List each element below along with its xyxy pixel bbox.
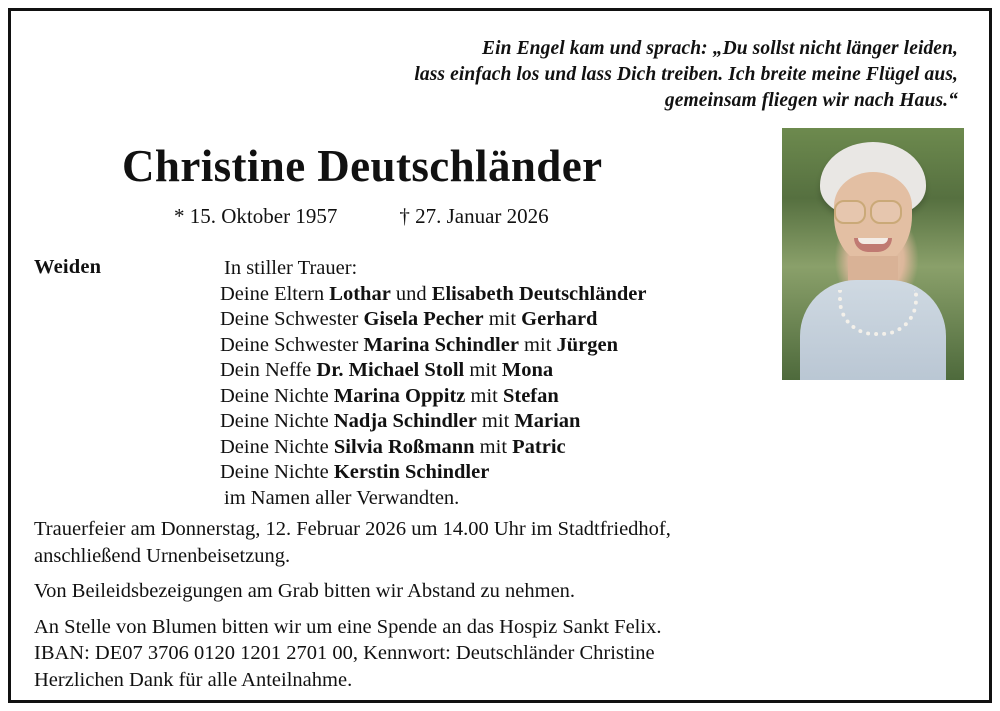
list-item [220, 460, 966, 486]
mourner-name: Lothar [329, 282, 391, 305]
relation-mid: mit [483, 308, 522, 330]
donation-note: An Stelle von Blumen bitten wir um eine Spende an das Hospiz Sankt Felix. [34, 615, 662, 638]
mourner-partner: Jürgen [556, 333, 619, 356]
relation-mid: und [390, 282, 432, 305]
mourner-name: Marina Oppitz [333, 384, 466, 407]
deceased-name: Christine Deutschländer [122, 141, 603, 191]
ceremony-line-1: Trauerfeier am Donnerstag, 12. Februar 2026 um 14.00 Uhr im Stadtfriedhof, [34, 518, 671, 540]
ceremony-line-2: anschließend Urnenbeisetzung. [34, 544, 291, 567]
mourners-closing: im Namen aller Verwandten. [224, 486, 460, 509]
mourner-name: Kerstin Schindler [333, 461, 490, 483]
list-item [220, 384, 966, 410]
mourner-partner: Mona [501, 359, 554, 381]
list-item [220, 409, 966, 435]
relation-prefix: Deine Nichte [220, 410, 334, 432]
relation-prefix: Deine Nichte [220, 435, 334, 458]
relation-prefix: Dein Neffe [220, 359, 317, 381]
relation-prefix: Deine Eltern [220, 282, 330, 305]
mourner-partner: Stefan [502, 384, 559, 407]
mourner-partner: Gerhard [521, 308, 598, 330]
relation-prefix: Deine Schwester [220, 308, 364, 330]
verse-line-1: Ein Engel kam und sprach: „Du sollst nicht länger leiden, [482, 38, 958, 59]
relation-mid: mit [465, 384, 503, 407]
relation-prefix: Deine Nichte [220, 384, 334, 407]
list-item [220, 435, 966, 461]
thanks-line: Herzlichen Dank für alle Anteilnahme. [34, 668, 353, 691]
relation-prefix: Deine Schwester [220, 333, 364, 356]
verse-line-2: lass einfach los und lass Dich treiben. Ich breite meine Flügel aus, [414, 64, 958, 85]
relation-mid: mit [476, 410, 515, 432]
iban-line: IBAN: DE07 3706 0120 1201 2701 00, Kennwort: Deutschländer Christine [34, 642, 655, 664]
photo-glasses-left [834, 200, 866, 224]
relation-prefix: Deine Nichte [220, 461, 334, 483]
memorial-verse [34, 36, 958, 114]
funeral-details [34, 516, 966, 693]
mourner-name: Dr. Michael Stoll [316, 359, 465, 381]
mourner-name: Gisela Pecher [363, 308, 484, 330]
death-date: † 27. Januar 2026 [399, 204, 549, 228]
city-label: Weiden [34, 256, 102, 278]
grave-note: Von Beileidsbezeigungen am Grab bitten wir Abstand zu nehmen. [34, 580, 576, 602]
mourner-partner: Marian [514, 410, 581, 432]
verse-line-3: gemeinsam fliegen wir nach Haus.“ [664, 90, 958, 111]
mourner-name: Silvia Roßmann [333, 435, 475, 458]
mourners-intro: In stiller Trauer: [224, 257, 358, 279]
mourner-name: Marina Schindler [363, 333, 519, 356]
photo-glasses-right [870, 200, 902, 224]
relation-mid: mit [518, 333, 557, 356]
mourner-partner: Patric [512, 435, 566, 458]
portrait-photo [782, 128, 964, 380]
relation-mid: mit [464, 359, 502, 381]
mourner-name: Nadja Schindler [333, 410, 477, 432]
mourner-partner: Elisabeth Deutschländer [431, 282, 647, 305]
relation-mid: mit [474, 435, 513, 458]
birth-date: * 15. Oktober 1957 [174, 204, 338, 228]
